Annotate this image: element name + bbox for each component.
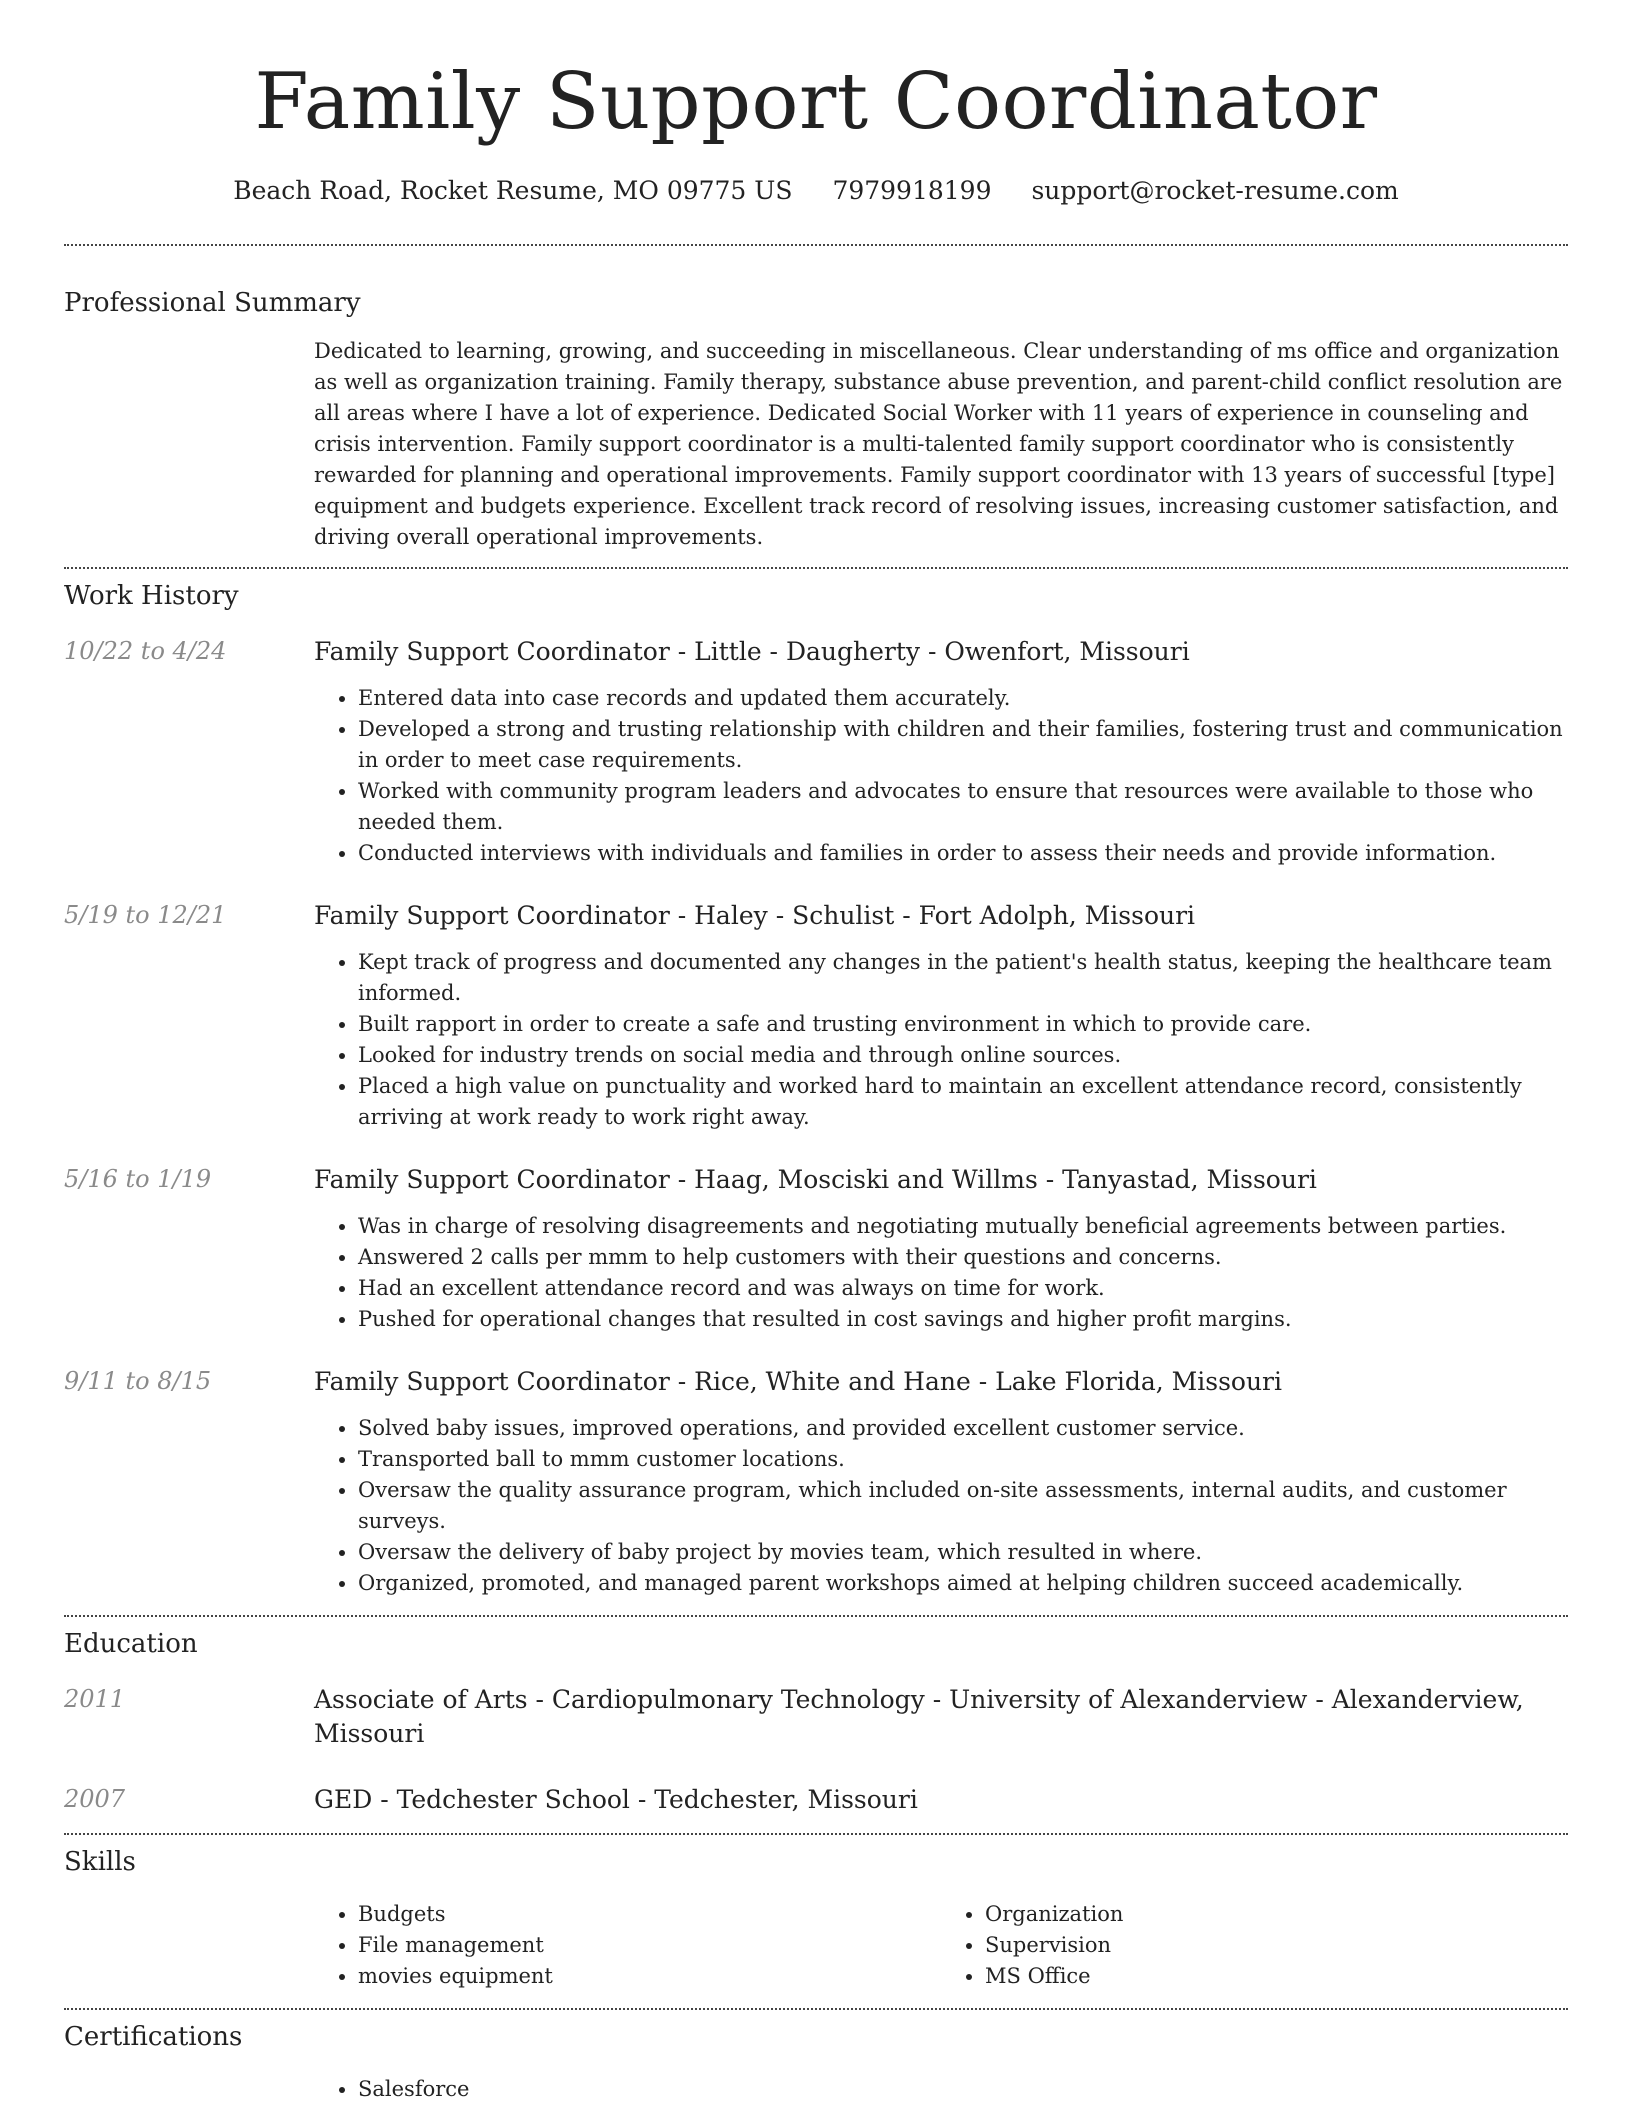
job-bullet: • Answered 2 calls per mmm to help customers with their questions and concerns.: [358, 1242, 1568, 1273]
job-entry: [64, 635, 1568, 869]
job-bullet: • Was in charge of resolving disagreements and negotiating mutually beneficial agreements between parties.: [358, 1211, 1568, 1242]
divider: [64, 1615, 1568, 1617]
job-dates: 9/11 to 8/15: [64, 1367, 212, 1395]
job-bullet: • Developed a strong and trusting relationship with children and their families, fostering trust and communication in order to meet case requirements.: [358, 714, 1568, 776]
job-bullet: • Looked for industry trends on social media and through online sources.: [358, 1040, 1568, 1071]
job-entry: [64, 1365, 1568, 1599]
divider: [64, 2008, 1568, 2010]
job-bullet: • Kept track of progress and documented any changes in the patient's health status, keeping the healthcare team informed.: [358, 947, 1568, 1009]
job-bullets: [314, 1211, 1568, 1335]
job-bullet: • Had an excellent attendance record and was always on time for work.: [358, 1273, 1568, 1304]
education-text: GED - Tedchester School - Tedchester, Missouri: [314, 1785, 918, 1814]
job-bullet: • Entered data into case records and updated them accurately.: [358, 683, 1568, 714]
skill-item: • File management: [358, 1930, 941, 1961]
job-bullet: • Solved baby issues, improved operations, and provided excellent customer service.: [358, 1413, 1568, 1444]
section-title-certifications: Certifications: [64, 2022, 243, 2052]
job-bullet: • Pushed for operational changes that resulted in cost savings and higher profit margins.: [358, 1304, 1568, 1335]
section-title-work-history: Work History: [64, 581, 239, 611]
contact-phone: 7979918199: [832, 176, 992, 205]
section-title-summary: Professional Summary: [64, 288, 361, 318]
job-dates: 5/16 to 1/19: [64, 1165, 212, 1193]
job-bullets: [314, 683, 1568, 869]
job-bullet: • Oversaw the delivery of baby project by movies team, which resulted in where.: [358, 1537, 1568, 1568]
job-title: Family Support Coordinator - Haley - Schulist - Fort Adolph, Missouri: [314, 901, 1196, 930]
skills-list-right: [941, 1899, 1568, 1992]
education-year: 2007: [64, 1785, 126, 1813]
job-bullet: • Placed a high value on punctuality and worked hard to maintain an excellent attendance record, consistently arriving at work ready to work right away.: [358, 1071, 1568, 1133]
job-entry: [64, 1163, 1568, 1335]
job-bullet: • Worked with community program leaders and advocates to ensure that resources were available to those who needed them.: [358, 776, 1568, 838]
divider: [64, 567, 1568, 569]
education-year: 2011: [64, 1685, 126, 1713]
job-bullet: • Conducted interviews with individuals and families in order to assess their needs and provide information.: [358, 838, 1568, 869]
skill-item: • Organization: [985, 1899, 1568, 1930]
job-bullet: • Built rapport in order to create a safe and trusting environment in which to provide care.: [358, 1009, 1568, 1040]
education-entry: [64, 1683, 1568, 1751]
job-title: Family Support Coordinator - Little - Daugherty - Owenfort, Missouri: [314, 637, 1190, 666]
skill-item: • MS Office: [985, 1961, 1568, 1992]
job-title: Family Support Coordinator - Haag, Mosciski and Willms - Tanyastad, Missouri: [314, 1165, 1317, 1194]
summary-text: Dedicated to learning, growing, and succeeding in miscellaneous. Clear understanding of ms office and organization as well as organization training. Family therapy, substance abuse prevention, and parent-child conflict resolution are all areas where I have a lot of experience. Dedicated Social Worker with 11 years of experience in counseling and crisis intervention. Family support coordinator is a multi-talented family support coordinator who is consistently rewarded for planning and operational improvements. Family support coordinator with 13 years of successful [type] equipment and budgets experience. Excellent track record of resolving issues, increasing customer satisfaction, and driving overall operational improvements.: [314, 339, 1563, 549]
certifications-list: [314, 2074, 1568, 2105]
section-title-education: Education: [64, 1629, 198, 1659]
skill-item: • movies equipment: [358, 1961, 941, 1992]
candidate-name: Family Support Coordinator: [254, 57, 1378, 147]
contact-address: Beach Road, Rocket Resume, MO 09775 US: [233, 176, 793, 205]
divider: [64, 244, 1568, 246]
section-title-skills: Skills: [64, 1847, 136, 1877]
contact-line: [64, 174, 1568, 208]
job-bullet: • Transported ball to mmm customer locations.: [358, 1444, 1568, 1475]
education-text: Associate of Arts - Cardiopulmonary Technology - University of Alexanderview - Alexanderview, Missouri: [314, 1685, 1524, 1748]
job-entry: [64, 899, 1568, 1133]
skill-item: • Supervision: [985, 1930, 1568, 1961]
certification-item: • Salesforce: [358, 2074, 1568, 2105]
job-dates: 5/19 to 12/21: [64, 901, 227, 929]
job-bullet: • Organized, promoted, and managed parent workshops aimed at helping children succeed academically.: [358, 1568, 1568, 1599]
divider: [64, 1833, 1568, 1835]
job-bullets: [314, 1413, 1568, 1599]
job-bullets: [314, 947, 1568, 1133]
education-entry: [64, 1783, 1568, 1817]
skills-grid: [314, 1899, 1568, 1992]
contact-email: support@rocket-resume.com: [1031, 176, 1399, 205]
job-title: Family Support Coordinator - Rice, White and Hane - Lake Florida, Missouri: [314, 1367, 1283, 1396]
job-dates: 10/22 to 4/24: [64, 637, 227, 665]
skills-list-left: [314, 1899, 941, 1992]
job-bullet: • Oversaw the quality assurance program, which included on-site assessments, internal audits, and customer surveys.: [358, 1475, 1568, 1537]
skill-item: • Budgets: [358, 1899, 941, 1930]
